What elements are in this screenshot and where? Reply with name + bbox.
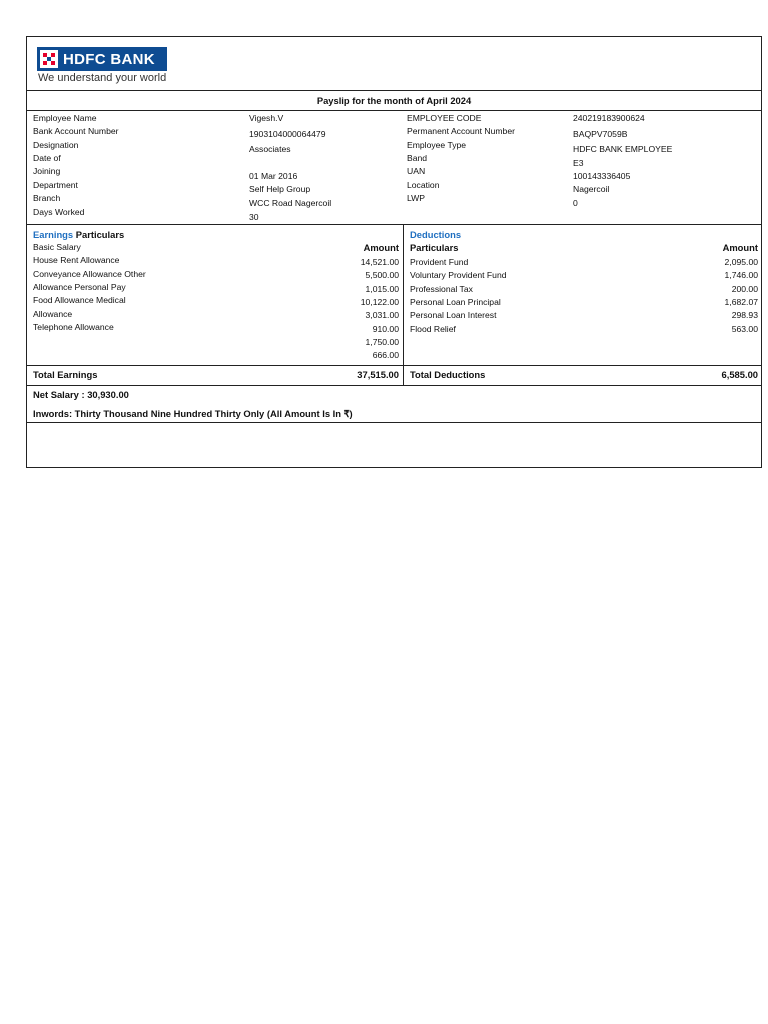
employee-field-label: Department [33, 180, 78, 190]
employee-field-value: 0 [573, 198, 578, 208]
employee-field-value: Vigesh.V [249, 113, 284, 123]
brand-tagline: We understand your world [38, 72, 167, 84]
deduction-item: Provident Fund [410, 257, 469, 267]
deduction-item: Voluntary Provident Fund [410, 270, 507, 281]
employee-field-label: Permanent Account Number [407, 126, 515, 136]
employee-field-label: LWP [407, 193, 425, 203]
earnings-amount: 910.00 [372, 323, 399, 334]
deduction-amount: 1,682.07 [724, 296, 758, 307]
earnings-title: Earnings Particulars [33, 229, 125, 240]
earnings-amount-header: Amount [363, 242, 399, 253]
employee-field-label: Bank Account Number [33, 126, 119, 136]
employee-field-value: Self Help Group [249, 184, 311, 194]
earnings-amount: 3,031.00 [365, 310, 399, 321]
amount-in-words: Inwords: Thirty Thousand Nine Hundred Thirty Only (All Amount Is In ₹) [33, 408, 353, 419]
hdfc-logo [37, 47, 167, 71]
employee-field-value: 01 Mar 2016 [249, 171, 298, 181]
employee-field-label: UAN [407, 166, 426, 176]
earnings-item: Allowance [33, 308, 73, 319]
deduction-item: Professional Tax [410, 283, 473, 294]
earnings-item: Basic Salary [33, 242, 81, 252]
earnings-item: Allowance Personal Pay [33, 281, 126, 292]
total-earnings-value: 37,515.00 [357, 369, 399, 380]
employee-field-value: Nagercoil [573, 184, 610, 194]
earnings-amount: 666.00 [372, 350, 399, 361]
deduction-amount: 2,095.00 [724, 257, 758, 267]
earnings-item: Conveyance Allowance Other [33, 268, 146, 279]
employee-field-value: WCC Road Nagercoil [249, 198, 332, 208]
deductions-particulars-header: Particulars [410, 242, 459, 253]
earnings-amount: 1,750.00 [365, 336, 399, 347]
employee-field-label: Branch [33, 193, 61, 203]
total-deductions-label: Total Deductions [410, 369, 486, 380]
employee-field-label: Days Worked [33, 207, 85, 217]
employee-field-label: EMPLOYEE CODE [407, 113, 482, 123]
deduction-amount: 298.93 [731, 310, 758, 321]
deduction-amount: 200.00 [731, 283, 758, 294]
payslip-title: Payslip for the month of April 2024 [316, 95, 472, 106]
employee-field-value: 240219183900624 [573, 113, 645, 123]
employee-field-value: 1903104000064479 [249, 129, 326, 139]
employee-field-value: BAQPV7059B [573, 129, 628, 139]
employee-field-label: Joining [33, 166, 61, 176]
deduction-item: Flood Relief [410, 323, 456, 334]
total-earnings-label: Total Earnings [33, 369, 98, 380]
net-salary: Net Salary : 30,930.00 [33, 389, 129, 400]
brand-name: HDFC BANK [63, 51, 155, 68]
employee-field-label: Designation [33, 140, 79, 150]
earnings-item: House Rent Allowance [33, 255, 120, 266]
deductions-amount-header: Amount [722, 242, 758, 253]
employee-field-label: Band [407, 153, 428, 163]
deductions-title: Deductions [410, 229, 462, 240]
employee-field-label: Employee Type [407, 140, 467, 150]
hdfc-logo-icon [40, 50, 58, 68]
employee-field-label: Location [407, 180, 440, 190]
earnings-amount: 14,521.00 [360, 257, 399, 267]
employee-field-label: Employee Name [33, 113, 97, 123]
deduction-item: Personal Loan Principal [410, 296, 501, 307]
total-deductions-value: 6,585.00 [721, 369, 758, 380]
employee-field-value: Associates [249, 144, 291, 154]
payslip [26, 36, 762, 468]
deduction-amount: 563.00 [731, 323, 758, 334]
earnings-amount: 10,122.00 [360, 296, 399, 307]
employee-field-value: 100143336405 [573, 171, 631, 181]
employee-field-value: E3 [573, 158, 584, 168]
employee-field-label: Date of [33, 153, 61, 163]
employee-field-value: 30 [249, 212, 259, 222]
employee-field-value: HDFC BANK EMPLOYEE [573, 144, 673, 154]
earnings-amount: 1,015.00 [365, 283, 399, 294]
earnings-amount: 5,500.00 [365, 270, 399, 281]
deduction-amount: 1,746.00 [724, 270, 758, 281]
earnings-item: Food Allowance Medical [33, 295, 126, 306]
earnings-item: Telephone Allowance [33, 321, 114, 332]
deduction-item: Personal Loan Interest [410, 310, 497, 321]
